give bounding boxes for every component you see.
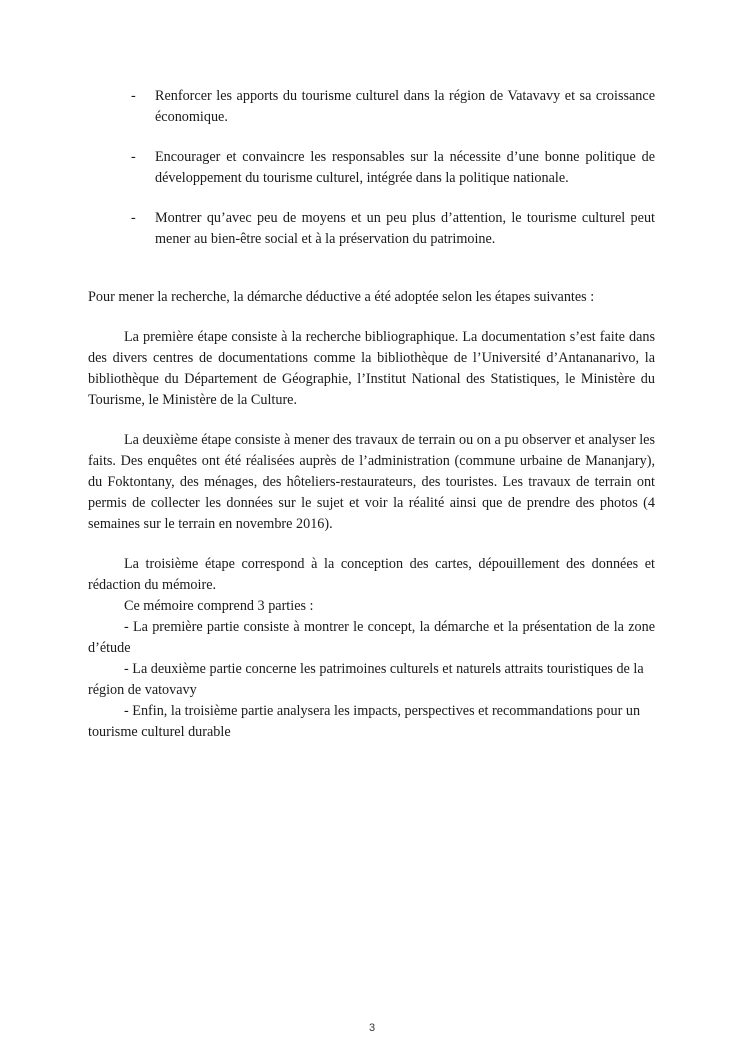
- body-text: [88, 287, 655, 743]
- page-number: 3: [368, 1022, 376, 1034]
- part-1: - La première partie consiste à montrer le concept, la démarche et la présentation de la zone d’étude: [88, 619, 655, 656]
- part-3: - Enfin, la troisième partie analysera les impacts, perspectives et recommandations pour un tourisme culturel durable: [88, 703, 641, 740]
- list-item-text: Encourager et convaincre les responsables sur la nécessite d’une bonne politique de développement du tourisme culturel, intégrée dans la politique nationale.: [155, 149, 655, 186]
- list-item: [131, 208, 655, 250]
- list-item-text: Montrer qu’avec peu de moyens et un peu plus d’attention, le tourisme culturel peut mener au bien-être social et à la préservation du patrimoine.: [155, 210, 655, 247]
- bullet-dash: -: [131, 88, 136, 104]
- list-item-text: Renforcer les apports du tourisme culturel dans la région de Vatavavy et sa croissance économique.: [155, 88, 655, 125]
- step3-paragraph: La troisième étape correspond à la conception des cartes, dépouillement des données et rédaction du mémoire.: [88, 556, 655, 593]
- step2-paragraph: La deuxième étape consiste à mener des travaux de terrain ou on a pu observer et analyser les faits. Des enquêtes ont été réalisées auprès de l’administration (commune urbaine de Mananjary), du Foktontany, des ménages, des hôteliers-restaurateurs, des touristes. Les travaux de terrain ont permis de collecter les données sur le sujet et voir la réalité ainsi que de prendre des photos (4 semaines sur le terrain en novembre 2016).: [88, 432, 655, 532]
- list-item: [131, 86, 655, 128]
- intro-paragraph: Pour mener la recherche, la démarche déductive a été adoptée selon les étapes suivantes :: [88, 289, 595, 305]
- bullet-dash: -: [131, 210, 136, 226]
- part-2: - La deuxième partie concerne les patrimoines culturels et naturels attraits touristiques de la région de vatovavy: [88, 661, 644, 698]
- objectives-list: [0, 86, 744, 269]
- step1-paragraph: La première étape consiste à la recherche bibliographique. La documentation s’est faite dans des divers centres de documentations comme la bibliothèque de l’Université d’Antananarivo, la bibliothèque du Département de Géographie, l’Institut National des Statistiques, le Ministère du Tourisme, le Ministère de la Culture.: [88, 329, 655, 408]
- memoire-intro: Ce mémoire comprend 3 parties :: [124, 598, 314, 614]
- bullet-dash: -: [131, 149, 136, 165]
- list-item: [131, 147, 655, 189]
